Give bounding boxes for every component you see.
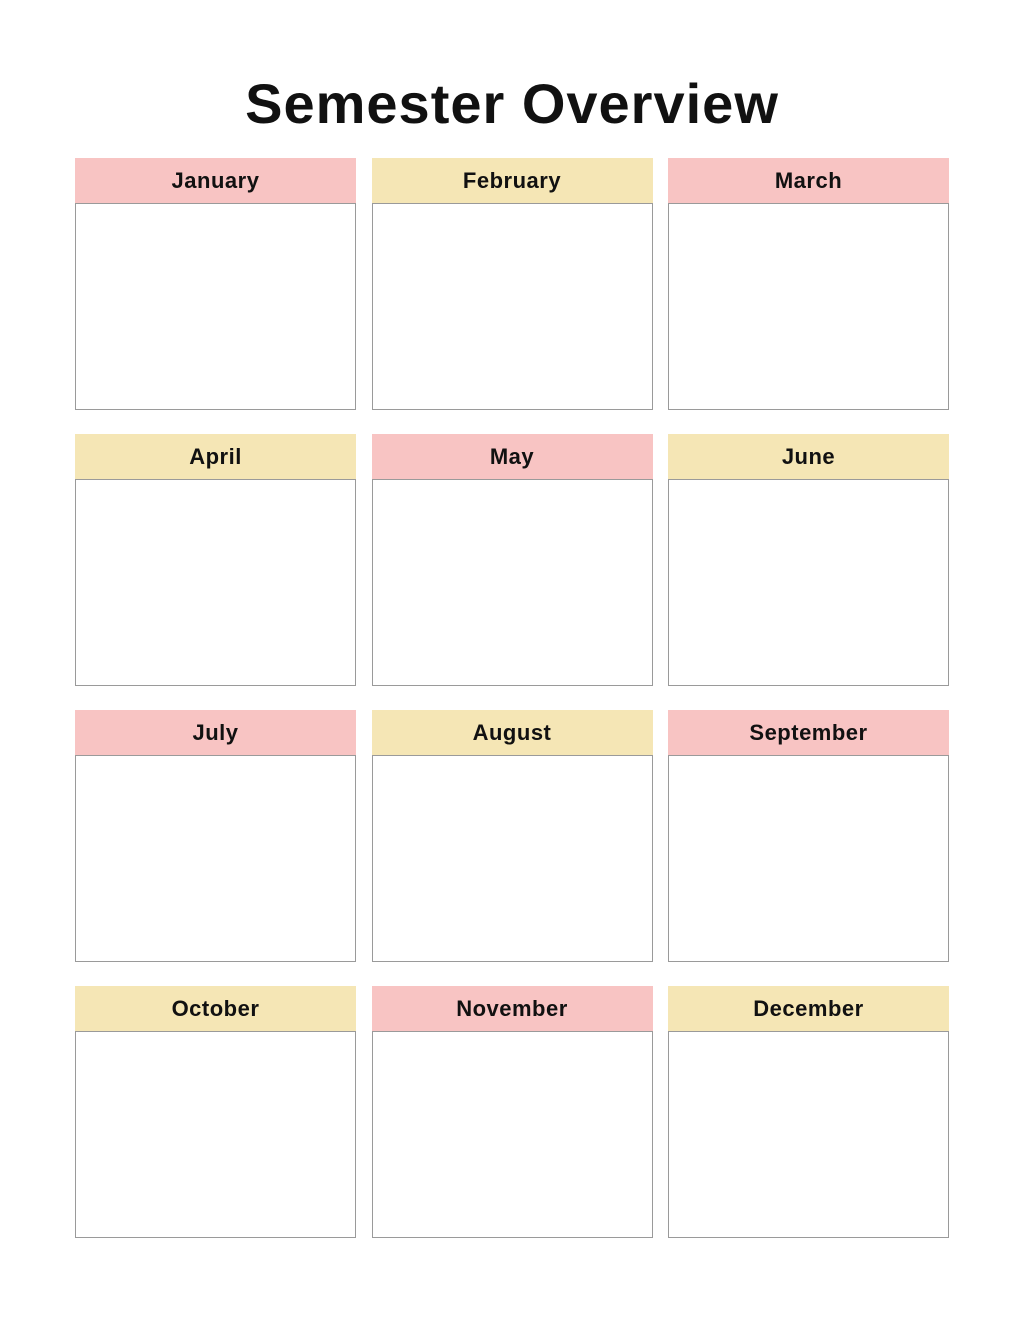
month-notes-area[interactable] [372,756,653,962]
month-header: May [372,434,653,480]
month-card-april [75,434,356,686]
month-header: February [372,158,653,204]
month-card-october [75,986,356,1238]
page-title: Semester Overview [245,72,779,135]
month-card-june [668,434,949,686]
month-notes-area[interactable] [75,756,356,962]
month-header: January [75,158,356,204]
month-header: December [668,986,949,1032]
month-card-may [372,434,653,686]
month-card-march [668,158,949,410]
month-card-january [75,158,356,410]
month-notes-area[interactable] [668,204,949,410]
month-notes-area[interactable] [372,204,653,410]
month-header: September [668,710,949,756]
month-header: March [668,158,949,204]
month-card-february [372,158,653,410]
month-notes-area[interactable] [668,480,949,686]
month-card-november [372,986,653,1238]
month-notes-area[interactable] [668,1032,949,1238]
month-notes-area[interactable] [75,1032,356,1238]
month-notes-area[interactable] [668,756,949,962]
month-header: August [372,710,653,756]
month-notes-area[interactable] [372,480,653,686]
month-header: July [75,710,356,756]
month-notes-area[interactable] [372,1032,653,1238]
month-card-august [372,710,653,962]
month-card-september [668,710,949,962]
month-card-december [668,986,949,1238]
month-header: October [75,986,356,1032]
month-card-july [75,710,356,962]
month-notes-area[interactable] [75,480,356,686]
month-header: November [372,986,653,1032]
months-grid [75,158,949,1238]
month-notes-area[interactable] [75,204,356,410]
month-header: June [668,434,949,480]
month-header: April [75,434,356,480]
